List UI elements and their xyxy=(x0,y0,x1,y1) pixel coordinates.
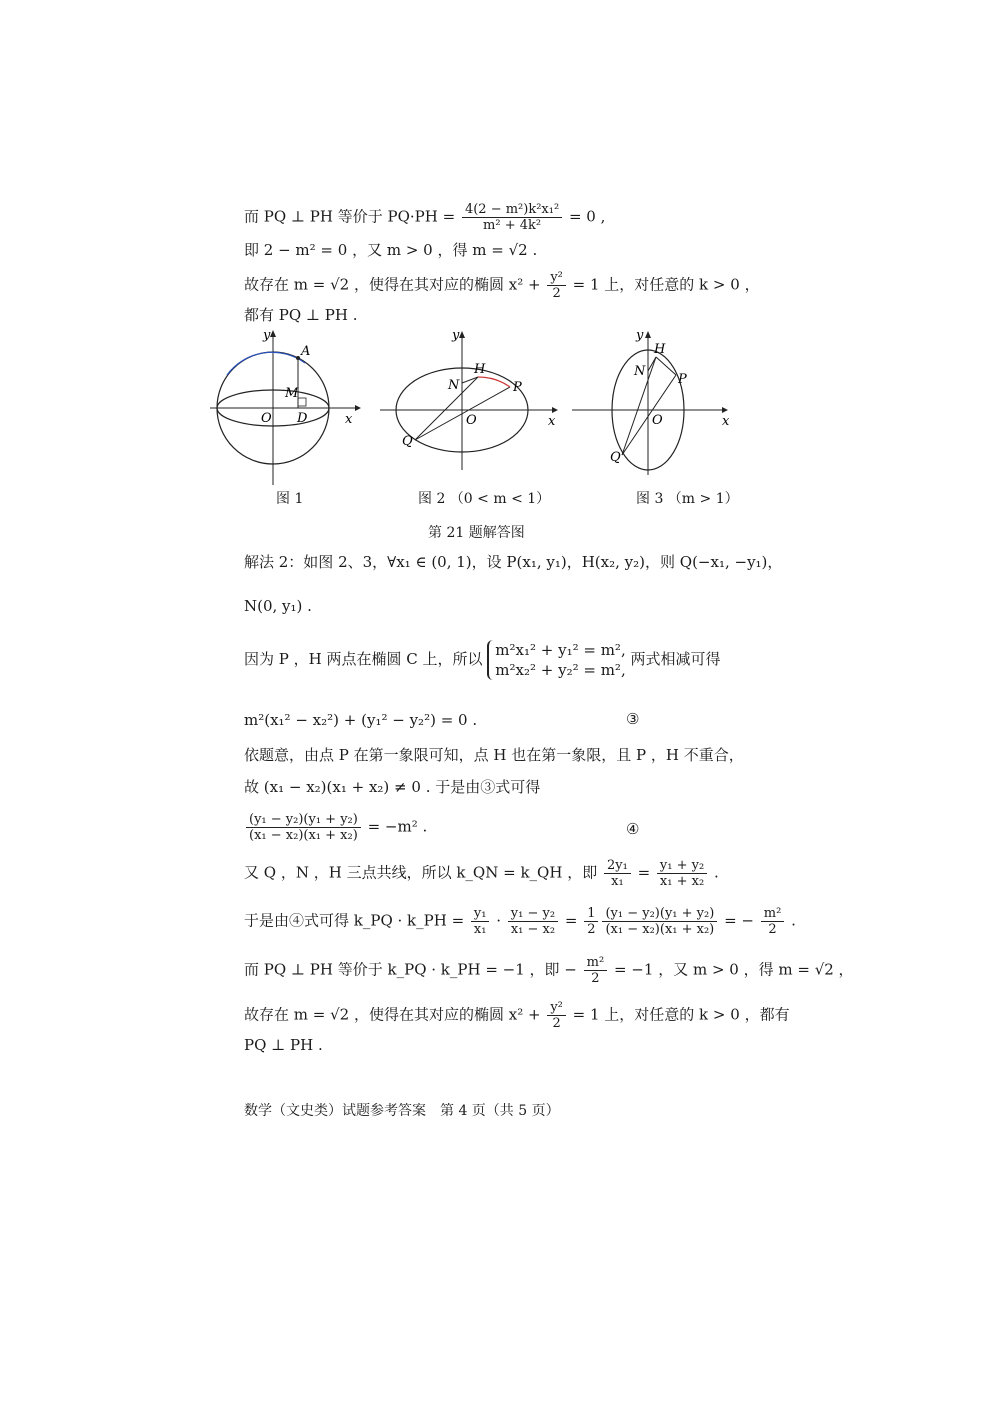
equation-system: m²x₁² + y₁² = m², m²x₂² + y₂² = m², xyxy=(487,640,625,680)
line-m-result: 即 2 − m² = 0 ，又 m > 0 ，得 m = √2 . xyxy=(244,241,538,259)
svg-text:P: P xyxy=(513,380,522,395)
svg-text:x: x xyxy=(548,414,556,429)
fraction: $\frac{\text{(y₁ − y₂)(y₁ + y₂)}}{\text{(x₁ − x₂)(x₁ + x₂)}}$ xyxy=(602,906,717,937)
line-final-conclusion: 故存在 m = √2 ，使得在其对应的椭圆 x² + $\frac{\text{y²}}{2}$ = 1 上，对任意的 k > 0 ，都有 xyxy=(244,1000,790,1031)
svg-text:O: O xyxy=(466,413,477,428)
line-quadrant: 依题意，由点 P 在第一象限可知，点 H 也在第一象限，且 P ，H 不重合， xyxy=(244,746,744,764)
segment-QP xyxy=(622,375,676,455)
line-perpendicular-condition: 而 PQ ⊥ PH 等价于 PQ·PH = $\frac{\text{4(2 − m²)k²x₁²}}{\text{m² + 4k²}}$ = 0 , xyxy=(244,202,606,233)
x-arrow xyxy=(552,407,558,413)
line-nonzero: 故 (x₁ − x₂)(x₁ + x₂) ≠ 0 . 于是由③式可得 xyxy=(244,778,541,796)
svg-text:H: H xyxy=(474,362,486,377)
svg-text:D: D xyxy=(297,411,308,426)
fraction: $\frac{\text{m²}}{2}$ xyxy=(761,906,785,937)
line-slope-product: 于是由④式可得 k_PQ · k_PH = $\frac{\text{y₁}}{\text{x₁}}$ · $\frac{\text{y₁ − y₂}}{\text{x₁ − x₂}}$ = $\frac{1}{2}$ $\frac{\text{(y₁ − y₂)(y₁ + y₂)}}{\text{(x₁ − x₂)(x₁ + x₂)}}$ = − $\frac{\text{m²}}{2}$ . xyxy=(244,906,796,937)
equation-4-number: ④ xyxy=(626,820,640,838)
fraction: $\frac{\text{y₁ + y₂}}{\text{x₁ + x₂}}$ xyxy=(657,858,707,889)
solution-2-intro: 解法 2：如图 2、3，∀x₁ ∈ (0, 1)，设 P(x₁, y₁)，H(x₂, y₂)，则 Q(−x₁, −y₁)， xyxy=(244,553,783,571)
svg-text:x: x xyxy=(722,414,730,429)
line-collinear: 又 Q ，N ，H 三点共线，所以 k_QN = k_QH ，即 $\frac{\text{2y₁}}{\text{x₁}}$ = $\frac{\text{y₁ + y₂}}{\text{x₁ + x₂}}$ . xyxy=(244,858,719,889)
x-arrow xyxy=(722,407,728,413)
figure-3-caption: 图 3 （m > 1） xyxy=(636,491,739,507)
svg-text:O: O xyxy=(652,413,663,428)
svg-text:Q: Q xyxy=(402,434,413,449)
svg-text:y: y xyxy=(452,328,460,343)
figure-2-diagram xyxy=(380,325,565,475)
y-arrow xyxy=(645,331,651,338)
fraction: $\frac{\text{4(2 − m²)k²x₁²}}{\text{m² + 4k²}}$ xyxy=(462,202,562,233)
svg-text:y: y xyxy=(263,328,271,343)
svg-text:H: H xyxy=(654,342,666,357)
line-conclusion-2: 都有 PQ ⊥ PH . xyxy=(244,306,358,324)
line-conclusion-1: 故存在 m = √2 ，使得在其对应的椭圆 x² + $\frac{\text{y²}}{2}$ = 1 上，对任意的 k > 0 ， xyxy=(244,270,760,301)
line-perpendicular-slopes: 而 PQ ⊥ PH 等价于 k_PQ · k_PH = −1 ，即 − $\frac{\text{m²}}{2}$ = −1 ，又 m > 0 ，得 m = √2 ， xyxy=(244,955,854,986)
svg-text:A: A xyxy=(301,344,311,359)
fraction: $\frac{\text{(y₁ − y₂)(y₁ + y₂)}}{\text{(x₁ − x₂)(x₁ + x₂)}}$ xyxy=(246,812,361,843)
fraction: $\frac{\text{2y₁}}{\text{x₁}}$ xyxy=(604,858,631,889)
figure-2-caption: 图 2 （0 < m < 1） xyxy=(418,491,551,507)
figure-3-diagram xyxy=(572,325,742,480)
solution-2-intro-cont: N(0, y₁) . xyxy=(244,597,312,615)
svg-text:M: M xyxy=(285,386,299,401)
fraction: $\frac{1}{2}$ xyxy=(584,906,598,937)
segment-QH xyxy=(415,377,478,440)
svg-text:N: N xyxy=(448,378,460,393)
point-A xyxy=(296,356,300,360)
svg-text:N: N xyxy=(634,364,646,379)
page-footer: 数学（文史类）试题参考答案 第 4 页（共 5 页） xyxy=(244,1103,560,1119)
fraction: $\frac{\text{y₁ − y₂}}{\text{x₁ − x₂}}$ xyxy=(508,906,558,937)
figure-1-caption: 图 1 xyxy=(276,491,304,507)
y-arrow xyxy=(270,330,276,337)
right-angle-mark xyxy=(298,398,306,406)
svg-text:O: O xyxy=(261,411,272,426)
equation-3-number: ③ xyxy=(626,710,640,728)
x-arrow xyxy=(355,405,361,411)
figures-main-caption: 第 21 题解答图 xyxy=(428,525,525,541)
fraction: $\frac{\text{y²}}{2}$ xyxy=(547,270,566,301)
fraction: $\frac{\text{m²}}{2}$ xyxy=(584,955,608,986)
equation-4: $\frac{\text{(y₁ − y₂)(y₁ + y₂)}}{\text{(x₁ − x₂)(x₁ + x₂)}}$ = −m² . xyxy=(244,812,427,843)
svg-text:x: x xyxy=(345,412,353,427)
y-arrow xyxy=(459,331,465,338)
fraction: $\frac{\text{y²}}{2}$ xyxy=(547,1000,566,1031)
fraction: $\frac{\text{y₁}}{\text{x₁}}$ xyxy=(471,906,490,937)
svg-text:Q: Q xyxy=(610,450,621,465)
blue-arc xyxy=(227,352,305,375)
equation-3: m²(x₁² − x₂²) + (y₁² − y₂²) = 0 . xyxy=(244,711,478,729)
svg-text:y: y xyxy=(636,328,644,343)
line-final-conclusion-cont: PQ ⊥ PH . xyxy=(244,1036,323,1054)
svg-text:P: P xyxy=(678,372,687,387)
line-ellipse-system: 因为 P ，H 两点在椭圆 C 上，所以 m²x₁² + y₁² = m², m²x₂² + y₂² = m², 两式相减可得 xyxy=(244,641,721,679)
figure-1-diagram xyxy=(205,325,365,490)
